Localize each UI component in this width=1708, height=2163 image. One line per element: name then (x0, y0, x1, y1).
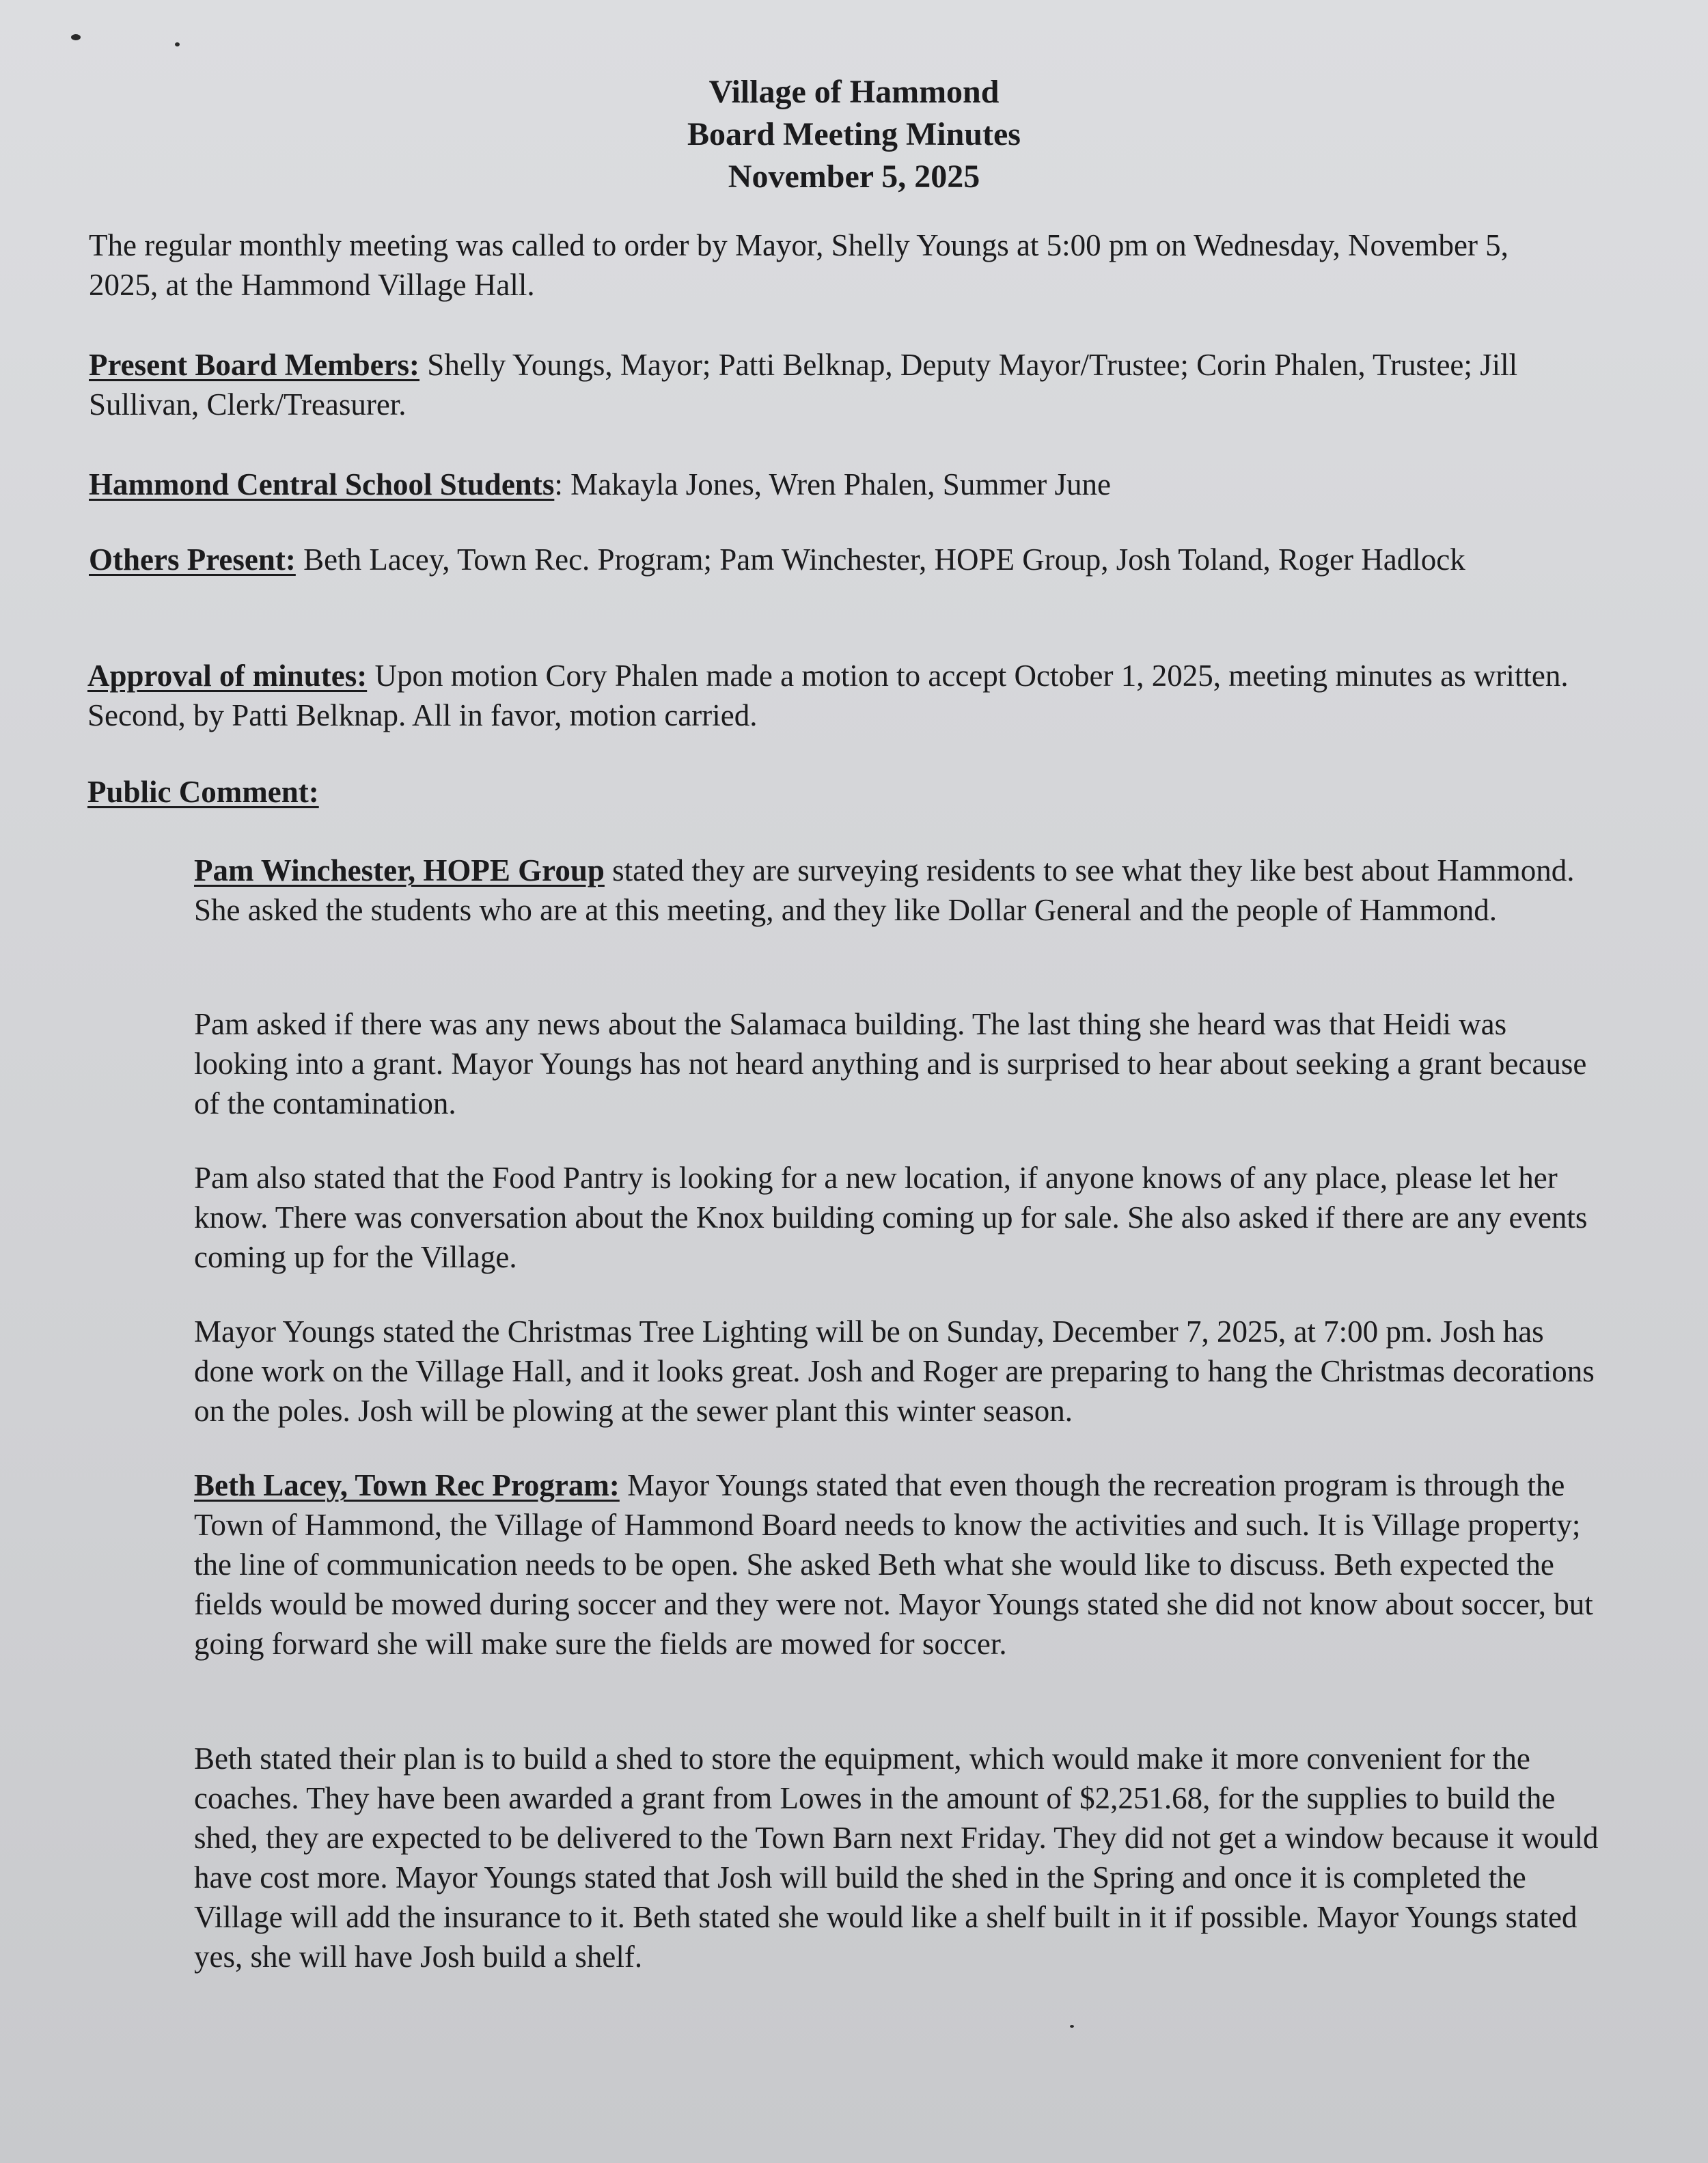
public-comment-food-pantry (194, 1158, 1601, 1277)
public-comment-shed (194, 1739, 1615, 1976)
public-comment-salamaca (194, 1004, 1601, 1123)
speck-3 (1070, 2025, 1074, 2028)
beth-text: Mayor Youngs stated that even though the recreation program is through the Town of Hammond, the Village of Hammond Board needs to know the activities and such. It is Village property; the line of communication needs to be open. She asked Beth what she would like to discuss. Beth expected the fields would be mowed during soccer and they were not. Mayor Youngs stated she did not know about soccer, but going forward she will make sure the fields are mowed for soccer. (194, 1468, 1593, 1661)
approval-text: Upon motion Cory Phalen made a motion to accept October 1, 2025, meeting minutes as written. Second, by Patti Belknap. All in favor, motion carried. (87, 659, 1569, 732)
others-present-text: Beth Lacey, Town Rec. Program; Pam Winchester, HOPE Group, Josh Toland, Roger Hadlock (295, 542, 1465, 577)
intro-paragraph (89, 225, 1537, 305)
approval-section (87, 656, 1618, 735)
public-comment-tree-lighting (194, 1312, 1601, 1431)
beth-label: Beth Lacey, Town Rec Program: (194, 1468, 620, 1502)
present-board-label: Present Board Members: (89, 348, 420, 382)
present-board-text: Shelly Youngs, Mayor; Patti Belknap, Deputy Mayor/Trustee; Corin Phalen, Trustee; Jill Sullivan, Clerk/Treasurer. (89, 348, 1518, 422)
document-header (0, 71, 1708, 198)
public-comment-label: Public Comment: (87, 775, 319, 809)
intro-text: The regular monthly meeting was called to order by Mayor, Shelly Youngs at 5:00 pm on Wednesday, November 5, 2025, at the Hammond Village Hall. (89, 228, 1509, 302)
public-comment-pam (194, 851, 1601, 930)
students-label: Hammond Central School Students (89, 467, 555, 501)
pam-text: stated they are surveying residents to see what they like best about Hammond. She asked the students who are at this meeting, and they like Dollar General and the people of Hammond. (194, 853, 1575, 927)
pam-label: Pam Winchester, HOPE Group (194, 853, 605, 887)
students-section (89, 465, 1592, 504)
present-board-section (89, 345, 1524, 424)
header-document-type: Board Meeting Minutes (687, 116, 1021, 152)
shed-text: Beth stated their plan is to build a shed to store the equipment, which would make it more convenient for the coaches. They have been awarded a grant from Lowes in the amount of $2,251.68, for the supplies to build the shed, they are expected to be delivered to the Town Barn next Friday. They did not get a window because it would have cost more. Mayor Youngs stated that Josh will build the shed in the Spring and once it is completed the Village will add the insurance to it. Beth stated she would like a shelf built in it if possible. Mayor Youngs stated yes, she will have Josh build a shelf. (194, 1741, 1599, 1974)
approval-label: Approval of minutes: (87, 659, 368, 693)
tree-lighting-text: Mayor Youngs stated the Christmas Tree Lighting will be on Sunday, December 7, 2025, at 7:00 pm. Josh has done work on the Village Hall, and it looks great. Josh and Roger are preparing to hang the Christmas decorations on the poles. Josh will be plowing at the sewer plant this winter season. (194, 1314, 1595, 1428)
speck-1 (71, 34, 81, 40)
speck-2 (175, 42, 180, 46)
header-meeting-date: November 5, 2025 (728, 159, 980, 195)
others-present-section (89, 540, 1537, 579)
others-present-label: Others Present: (89, 542, 296, 577)
public-comment-beth (194, 1465, 1601, 1664)
students-text: : Makayla Jones, Wren Phalen, Summer June (554, 467, 1112, 501)
salamaca-text: Pam asked if there was any news about the Salamaca building. The last thing she heard was that Heidi was looking into a grant. Mayor Youngs has not heard anything and is surprised to hear about seeking a grant because of the contamination. (194, 1007, 1587, 1120)
public-comment-heading (87, 772, 771, 812)
header-village-name: Village of Hammond (708, 74, 1000, 110)
food-pantry-text: Pam also stated that the Food Pantry is looking for a new location, if anyone knows of any place, please let her know. There was conversation about the Knox building coming up for sale. She also asked if there are any events coming up for the Village. (194, 1161, 1588, 1274)
